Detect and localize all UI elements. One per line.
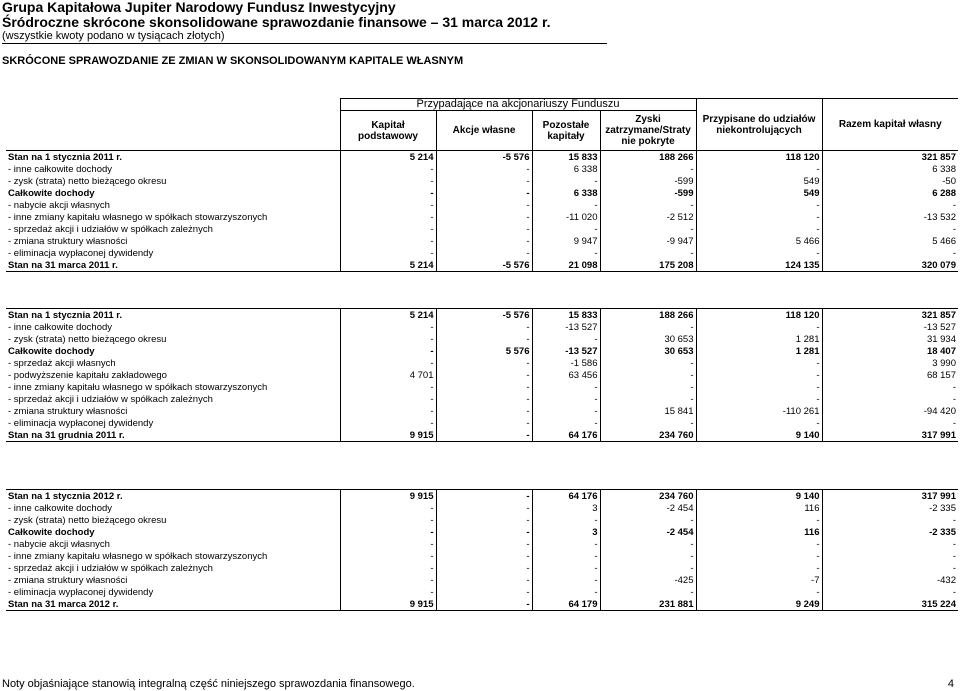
cell-value: 68 157 (822, 369, 958, 381)
cell-value: - (436, 586, 532, 598)
cell-value: -2 454 (600, 526, 696, 538)
row-label: - zysk (strata) netto bieżącego okresu (8, 333, 167, 345)
cell-value: -2 335 (822, 526, 958, 538)
row-label: - nabycie akcji własnych (8, 538, 110, 550)
cell-value: - (436, 526, 532, 538)
table-row (6, 199, 958, 211)
cell-value: - (600, 538, 696, 550)
currency-note: (wszystkie kwoty podano w tysiącach złotych) (2, 30, 607, 44)
cell-value: - (340, 333, 436, 345)
cell-value: 317 991 (822, 429, 958, 442)
row-label: - eliminacja wypłaconej dywidendy (8, 586, 154, 598)
cell-value: 63 456 (532, 369, 600, 381)
table-row (6, 321, 958, 333)
cell-value: - (600, 381, 696, 393)
row-label: - inne zmiany kapitału własnego w spółkach stowarzyszonych (8, 550, 268, 562)
row-label: - sprzedaż akcji własnych (8, 357, 116, 369)
cell-value: - (600, 417, 696, 429)
table-row (6, 345, 958, 357)
document-header (2, 0, 607, 44)
cell-value: - (340, 526, 436, 538)
col-header-retained: Zyski zatrzymane/Straty nie pokryte (600, 111, 696, 151)
cell-value: - (532, 574, 600, 586)
cell-value: 9 249 (696, 598, 822, 611)
table-row (6, 235, 958, 247)
cell-value: - (340, 381, 436, 393)
cell-value: - (340, 586, 436, 598)
cell-value: - (436, 381, 532, 393)
cell-value: 317 991 (822, 490, 958, 503)
cell-value: - (600, 514, 696, 526)
cell-value: - (600, 223, 696, 235)
cell-value: - (822, 514, 958, 526)
table-row (6, 598, 958, 611)
cell-value: - (822, 562, 958, 574)
cell-value: - (532, 417, 600, 429)
cell-value: -94 420 (822, 405, 958, 417)
cell-value: -5 576 (436, 259, 532, 272)
cell-value: - (696, 586, 822, 598)
cell-value: - (696, 321, 822, 333)
table-row (6, 393, 958, 405)
cell-value: - (600, 163, 696, 175)
row-label: Stan na 31 marca 2012 r. (6, 598, 340, 611)
cell-value: - (340, 235, 436, 247)
cell-value: - (436, 429, 532, 442)
cell-value: - (696, 381, 822, 393)
cell-value: 6 338 (532, 187, 600, 199)
table-row (6, 151, 958, 164)
cell-value: - (600, 357, 696, 369)
cell-value: - (340, 163, 436, 175)
cell-value: - (696, 550, 822, 562)
cell-value: - (340, 247, 436, 259)
cell-value: 5 466 (822, 235, 958, 247)
row-label: - inne całkowite dochody (8, 321, 113, 333)
cell-value: 9 915 (340, 429, 436, 442)
cell-value: 9 915 (340, 598, 436, 611)
cell-value: - (600, 247, 696, 259)
cell-value: - (696, 538, 822, 550)
row-label: - zmiana struktury własności (8, 574, 128, 586)
cell-value: - (436, 235, 532, 247)
col-header-share-capital: Kapitał podstawowy (340, 111, 436, 151)
cell-value: - (696, 223, 822, 235)
cell-value: - (696, 211, 822, 223)
table-row (6, 502, 958, 514)
cell-value: - (696, 417, 822, 429)
cell-value: - (532, 381, 600, 393)
cell-value: - (340, 321, 436, 333)
table-row (6, 490, 958, 503)
cell-value: -5 576 (436, 151, 532, 164)
cell-value: 116 (696, 502, 822, 514)
cell-value: - (436, 393, 532, 405)
cell-value: - (532, 393, 600, 405)
row-label: - podwyższenie kapitału zakładowego (8, 369, 167, 381)
cell-value: - (340, 562, 436, 574)
cell-value: - (600, 321, 696, 333)
footer-note: Noty objaśniające stanowią integralną część niniejszego sprawozdania finansowego. (2, 678, 415, 690)
cell-value: - (340, 175, 436, 187)
cell-value: 118 120 (696, 309, 822, 322)
table-row (6, 259, 958, 272)
col-header-own-shares: Akcje własne (436, 111, 532, 151)
equity-block-q1-2012 (6, 489, 958, 611)
cell-value: 64 179 (532, 598, 600, 611)
table-row (6, 562, 958, 574)
cell-value: -13 532 (822, 211, 958, 223)
cell-value: - (822, 223, 958, 235)
cell-value: 231 881 (600, 598, 696, 611)
col-header-total: Razem kapitał własny (822, 99, 958, 151)
table-row (6, 586, 958, 598)
cell-value: - (532, 538, 600, 550)
cell-value: - (436, 574, 532, 586)
column-header (6, 98, 958, 151)
cell-value: - (532, 514, 600, 526)
cell-value: - (436, 247, 532, 259)
cell-value: -7 (696, 574, 822, 586)
cell-value: 116 (696, 526, 822, 538)
cell-value: - (340, 417, 436, 429)
col-header-other-capital: Pozostałe kapitały (532, 111, 600, 151)
col-header-nci: Przypisane do udziałów niekontrolujących (696, 99, 822, 151)
cell-value: - (340, 574, 436, 586)
cell-value: - (532, 247, 600, 259)
cell-value: - (532, 199, 600, 211)
cell-value: -13 527 (532, 345, 600, 357)
row-label: Całkowite dochody (8, 187, 95, 199)
cell-value: - (436, 417, 532, 429)
cell-value: 234 760 (600, 490, 696, 503)
cell-value: 15 833 (532, 151, 600, 164)
table-row (6, 417, 958, 429)
cell-value: - (436, 223, 532, 235)
group-caption: Przypadające na akcjonariuszy Funduszu (340, 99, 696, 111)
table-row (6, 223, 958, 235)
cell-value: - (436, 321, 532, 333)
row-label: - sprzedaż akcji i udziałów w spółkach zależnych (8, 393, 213, 405)
cell-value: 9 947 (532, 235, 600, 247)
cell-value: - (696, 163, 822, 175)
cell-value: 321 857 (822, 309, 958, 322)
cell-value: -5 576 (436, 309, 532, 322)
cell-value: - (696, 369, 822, 381)
cell-value: -13 527 (822, 321, 958, 333)
table-row (6, 187, 958, 199)
table-row (6, 247, 958, 259)
cell-value: - (436, 550, 532, 562)
cell-value: - (436, 490, 532, 503)
row-label: Całkowite dochody (8, 526, 95, 538)
cell-value: 1 281 (696, 333, 822, 345)
table-row (6, 526, 958, 538)
row-label: - zysk (strata) netto bieżącego okresu (8, 514, 167, 526)
cell-value: -110 261 (696, 405, 822, 417)
cell-value: 549 (696, 175, 822, 187)
cell-value: 321 857 (822, 151, 958, 164)
table-row (6, 381, 958, 393)
cell-value: 31 934 (822, 333, 958, 345)
row-label: Stan na 31 marca 2011 r. (6, 259, 340, 272)
cell-value: 6 338 (532, 163, 600, 175)
cell-value: 5 214 (340, 259, 436, 272)
cell-value: - (696, 357, 822, 369)
table-row (6, 357, 958, 369)
cell-value: - (822, 538, 958, 550)
cell-value: 15 841 (600, 405, 696, 417)
cell-value: - (696, 393, 822, 405)
cell-value: - (340, 405, 436, 417)
table-row (6, 309, 958, 322)
cell-value: - (696, 247, 822, 259)
cell-value: - (532, 586, 600, 598)
cell-value: -599 (600, 187, 696, 199)
cell-value: - (340, 345, 436, 357)
cell-value: - (822, 393, 958, 405)
cell-value: - (436, 369, 532, 381)
company-name: Grupa Kapitałowa Jupiter Narodowy Fundusz Inwestycyjny (2, 0, 396, 15)
cell-value: 320 079 (822, 259, 958, 272)
cell-value: - (600, 562, 696, 574)
cell-value: - (600, 393, 696, 405)
cell-value: -50 (822, 175, 958, 187)
cell-value: 6 338 (822, 163, 958, 175)
cell-value: -1 586 (532, 357, 600, 369)
cell-value: - (340, 514, 436, 526)
cell-value: -2 454 (600, 502, 696, 514)
cell-value: - (600, 369, 696, 381)
cell-value: 1 281 (696, 345, 822, 357)
cell-value: - (436, 357, 532, 369)
table-row (6, 574, 958, 586)
cell-value: 15 833 (532, 309, 600, 322)
cell-value: - (436, 514, 532, 526)
cell-value: 9 140 (696, 490, 822, 503)
cell-value: 315 224 (822, 598, 958, 611)
row-label: - inne całkowite dochody (8, 502, 113, 514)
cell-value: - (532, 175, 600, 187)
cell-value: 5 466 (696, 235, 822, 247)
section-title: SKRÓCONE SPRAWOZDANIE ZE ZMIAN W SKONSOLIDOWANYM KAPITALE WŁASNYM (2, 55, 464, 67)
table-row (6, 211, 958, 223)
cell-value: - (822, 381, 958, 393)
cell-value: - (436, 175, 532, 187)
row-label: Stan na 1 stycznia 2011 r. (6, 151, 340, 164)
cell-value: 118 120 (696, 151, 822, 164)
cell-value: - (436, 502, 532, 514)
cell-value: 234 760 (600, 429, 696, 442)
cell-value: - (340, 357, 436, 369)
table-row (6, 550, 958, 562)
row-label: - inne zmiany kapitału własnego w spółkach stowarzyszonych (8, 381, 268, 393)
row-label: Stan na 31 grudnia 2011 r. (6, 429, 340, 442)
cell-value: - (340, 187, 436, 199)
row-label: Stan na 1 stycznia 2012 r. (6, 490, 340, 503)
cell-value: - (696, 562, 822, 574)
cell-value: - (340, 502, 436, 514)
row-label: Stan na 1 stycznia 2011 r. (6, 309, 340, 322)
cell-value: - (436, 163, 532, 175)
cell-value: 3 (532, 526, 600, 538)
cell-value: 5 214 (340, 151, 436, 164)
table-row (6, 538, 958, 550)
cell-value: 3 990 (822, 357, 958, 369)
cell-value: 18 407 (822, 345, 958, 357)
cell-value: - (436, 199, 532, 211)
cell-value: 30 653 (600, 345, 696, 357)
cell-value: - (340, 538, 436, 550)
table-row (6, 175, 958, 187)
cell-value: 64 176 (532, 490, 600, 503)
row-label: - eliminacja wypłaconej dywidendy (8, 247, 154, 259)
cell-value: 64 176 (532, 429, 600, 442)
cell-value: 30 653 (600, 333, 696, 345)
equity-block-fy-2011 (6, 308, 958, 442)
cell-value: -599 (600, 175, 696, 187)
cell-value: - (436, 598, 532, 611)
report-title: Śródroczne skrócone skonsolidowane sprawozdanie finansowe – 31 marca 2012 r. (2, 14, 551, 30)
cell-value: - (822, 586, 958, 598)
row-label: - sprzedaż akcji i udziałów w spółkach zależnych (8, 223, 213, 235)
cell-value: - (340, 199, 436, 211)
row-label: - inne całkowite dochody (8, 163, 113, 175)
cell-value: 9 140 (696, 429, 822, 442)
cell-value: - (696, 199, 822, 211)
table-row (6, 163, 958, 175)
cell-value: - (436, 211, 532, 223)
cell-value: - (532, 223, 600, 235)
row-label: - nabycie akcji własnych (8, 199, 110, 211)
cell-value: 6 288 (822, 187, 958, 199)
row-label: Całkowite dochody (8, 345, 95, 357)
cell-value: - (532, 562, 600, 574)
cell-value: - (600, 550, 696, 562)
cell-value: 4 701 (340, 369, 436, 381)
row-label: - sprzedaż akcji i udziałów w spółkach zależnych (8, 562, 213, 574)
cell-value: - (532, 405, 600, 417)
cell-value: 188 266 (600, 309, 696, 322)
cell-value: - (340, 211, 436, 223)
row-label: - zmiana struktury własności (8, 405, 128, 417)
cell-value: - (436, 405, 532, 417)
cell-value: - (436, 562, 532, 574)
cell-value: 5 576 (436, 345, 532, 357)
row-label: - eliminacja wypłaconej dywidendy (8, 417, 154, 429)
cell-value: -425 (600, 574, 696, 586)
row-label: - inne zmiany kapitału własnego w spółkach stowarzyszonych (8, 211, 268, 223)
page-number: 4 (947, 678, 954, 690)
cell-value: -13 527 (532, 321, 600, 333)
cell-value: - (436, 538, 532, 550)
cell-value: -9 947 (600, 235, 696, 247)
cell-value: - (600, 199, 696, 211)
row-label: - zysk (strata) netto bieżącego okresu (8, 175, 167, 187)
cell-value: -432 (822, 574, 958, 586)
cell-value: - (532, 333, 600, 345)
cell-value: - (340, 393, 436, 405)
cell-value: 5 214 (340, 309, 436, 322)
cell-value: - (822, 550, 958, 562)
cell-value: 9 915 (340, 490, 436, 503)
cell-value: - (436, 187, 532, 199)
cell-value: 549 (696, 187, 822, 199)
cell-value: -2 335 (822, 502, 958, 514)
table-row (6, 405, 958, 417)
cell-value: - (822, 247, 958, 259)
cell-value: - (340, 550, 436, 562)
equity-block-q1-2011 (6, 150, 958, 272)
cell-value: 21 098 (532, 259, 600, 272)
cell-value: - (600, 586, 696, 598)
cell-value: 3 (532, 502, 600, 514)
cell-value: - (696, 514, 822, 526)
cell-value: - (822, 199, 958, 211)
row-label: - zmiana struktury własności (8, 235, 128, 247)
cell-value: - (532, 550, 600, 562)
cell-value: 175 208 (600, 259, 696, 272)
cell-value: -2 512 (600, 211, 696, 223)
cell-value: 124 135 (696, 259, 822, 272)
table-row (6, 369, 958, 381)
cell-value: - (340, 223, 436, 235)
cell-value: 188 266 (600, 151, 696, 164)
cell-value: - (822, 417, 958, 429)
table-row (6, 429, 958, 442)
cell-value: -11 020 (532, 211, 600, 223)
table-row (6, 514, 958, 526)
cell-value: - (436, 333, 532, 345)
table-row (6, 333, 958, 345)
